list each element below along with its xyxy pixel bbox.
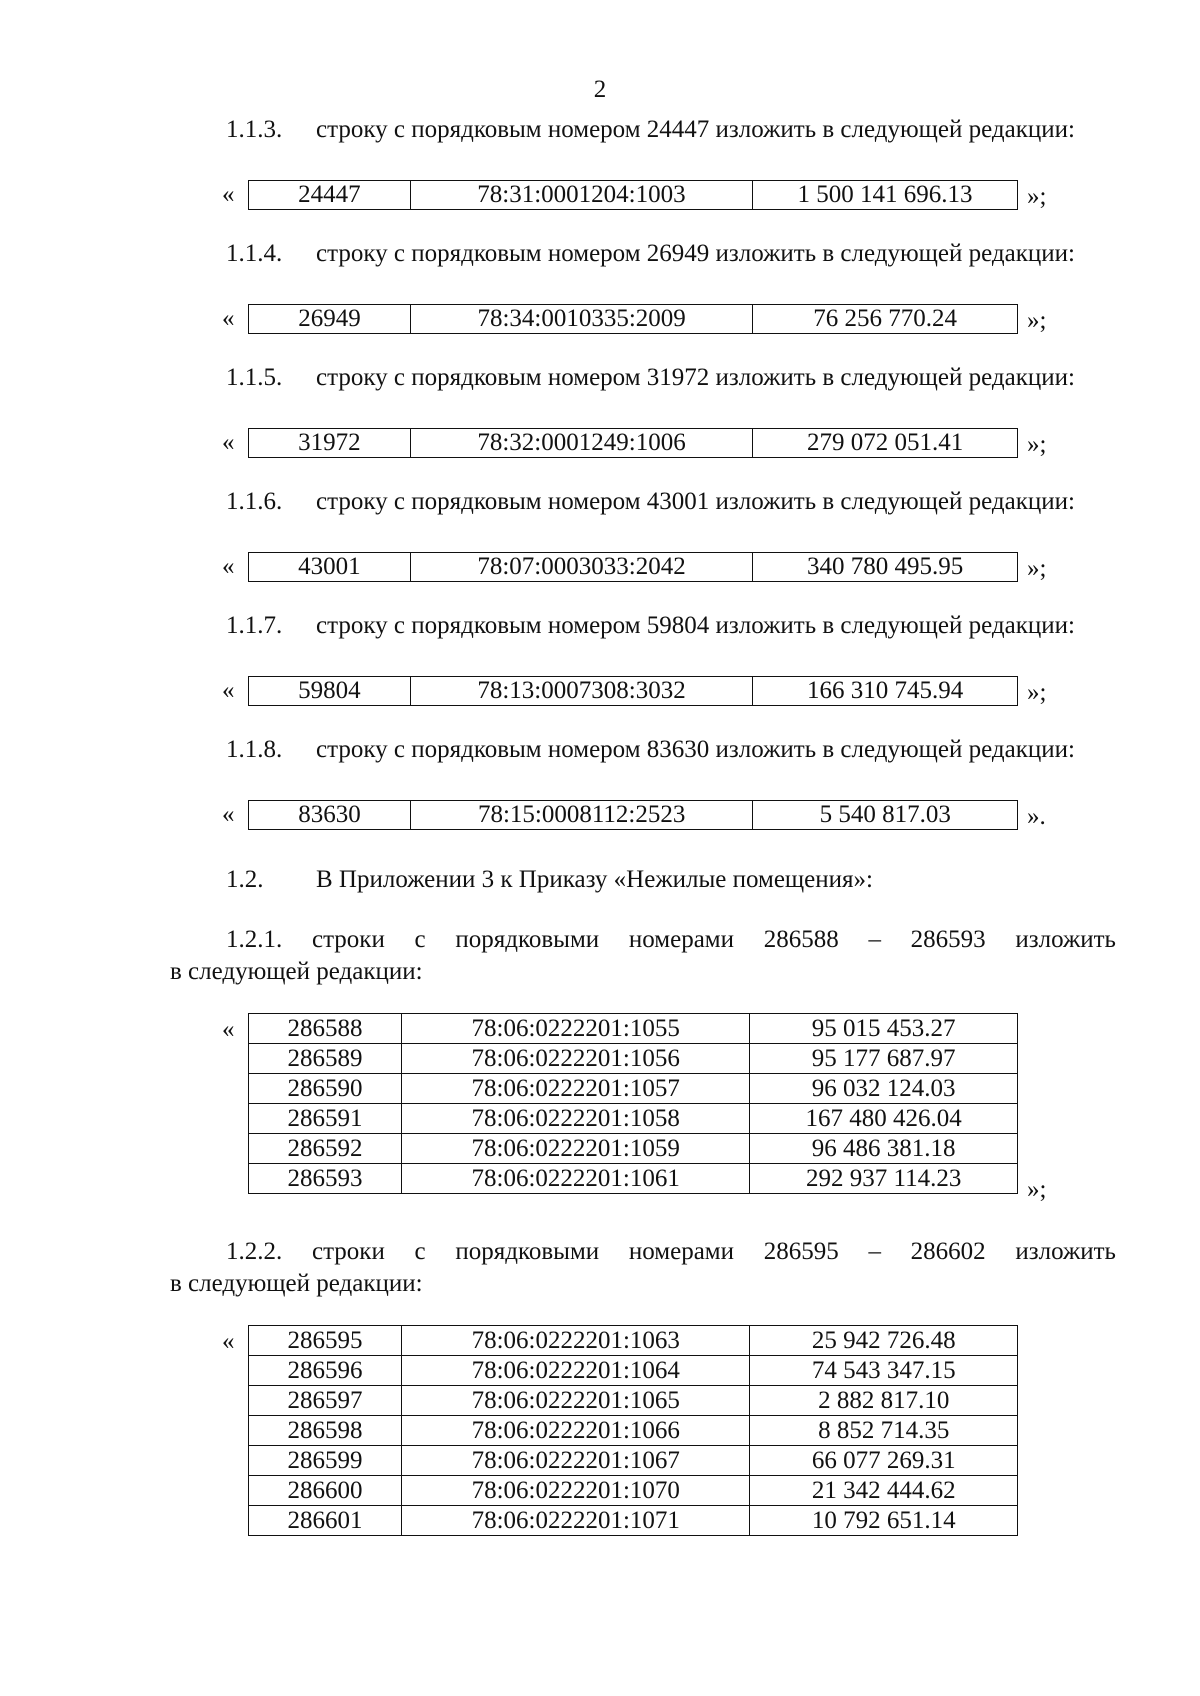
value-cell: 25 942 726.48 <box>750 1326 1018 1356</box>
quote-open: « <box>222 181 235 208</box>
table-row <box>249 1386 1018 1416</box>
item-1-2-1 <box>226 925 1116 955</box>
cadastral-number-cell: 78:06:0222201:1066 <box>402 1416 750 1446</box>
word: с <box>414 926 426 953</box>
cadastral-number-cell: 78:06:0222201:1065 <box>402 1386 750 1416</box>
word: 286593 <box>910 926 986 953</box>
item-number: 1.1.4. <box>226 240 283 267</box>
quote-close: »; <box>1027 679 1047 706</box>
table-row <box>249 1104 1018 1134</box>
row-number-cell: 286593 <box>249 1164 402 1194</box>
table-row <box>249 1356 1018 1386</box>
cadastral-number-cell: 78:06:0222201:1061 <box>402 1164 750 1194</box>
item-paragraph <box>226 611 1126 641</box>
table-row <box>249 1326 1018 1356</box>
row-number-cell: 286590 <box>249 1074 402 1104</box>
record-table <box>248 800 1018 830</box>
word: изложить <box>1015 926 1116 953</box>
value-cell: 2 882 817.10 <box>750 1386 1018 1416</box>
record-table <box>248 428 1018 458</box>
value-cell: 166 310 745.94 <box>753 677 1018 706</box>
word: с <box>414 1238 426 1265</box>
cadastral-number-cell: 78:06:0222201:1058 <box>402 1104 750 1134</box>
record-table <box>248 676 1018 706</box>
quote-open: « <box>222 1016 235 1043</box>
row-number-cell: 24447 <box>249 181 411 210</box>
item-1-2-1-line2: в следующей редакции: <box>170 958 423 985</box>
section-number: 1.2. <box>226 866 264 893</box>
item-paragraph <box>226 487 1126 517</box>
item-1-2-2-line2: в следующей редакции: <box>170 1270 423 1297</box>
table-row <box>249 1416 1018 1446</box>
value-cell: 96 032 124.03 <box>750 1074 1018 1104</box>
item-number: 1.1.7. <box>226 612 283 639</box>
word: – <box>868 1238 881 1265</box>
row-number-cell: 286600 <box>249 1476 402 1506</box>
table-1-2-2 <box>248 1325 1018 1536</box>
table-row <box>249 1134 1018 1164</box>
quote-close: ». <box>1027 803 1046 830</box>
cadastral-number-cell: 78:06:0222201:1070 <box>402 1476 750 1506</box>
word: номерами <box>628 926 734 953</box>
quote-close: »; <box>1027 307 1047 334</box>
record-table <box>248 304 1018 334</box>
row-number-cell: 286599 <box>249 1446 402 1476</box>
value-cell: 340 780 495.95 <box>753 553 1018 582</box>
word: строки <box>311 926 385 953</box>
value-cell: 279 072 051.41 <box>753 429 1018 458</box>
value-cell: 8 852 714.35 <box>750 1416 1018 1446</box>
page-number: 2 <box>593 76 607 103</box>
table-row <box>249 677 1018 706</box>
item-1-2-2 <box>226 1237 1116 1267</box>
quote-open: « <box>222 801 235 828</box>
table-row <box>249 553 1018 582</box>
cadastral-number-cell: 78:06:0222201:1064 <box>402 1356 750 1386</box>
table-row <box>249 1506 1018 1536</box>
row-number-cell: 286592 <box>249 1134 402 1164</box>
item-paragraph <box>226 735 1126 765</box>
item-paragraph <box>226 115 1126 145</box>
value-cell: 96 486 381.18 <box>750 1134 1018 1164</box>
cadastral-number-cell: 78:34:0010335:2009 <box>410 305 752 334</box>
cadastral-number-cell: 78:07:0003033:2042 <box>410 553 752 582</box>
section-1-2 <box>226 865 1126 895</box>
table-row <box>249 305 1018 334</box>
row-number-cell: 43001 <box>249 553 411 582</box>
word: 286588 <box>763 926 839 953</box>
value-cell: 1 500 141 696.13 <box>753 181 1018 210</box>
word: 286595 <box>763 1238 839 1265</box>
value-cell: 167 480 426.04 <box>750 1104 1018 1134</box>
item-number: 1.1.6. <box>226 488 283 515</box>
word: порядковыми <box>455 1238 600 1265</box>
value-cell: 76 256 770.24 <box>753 305 1018 334</box>
quote-open: « <box>222 1328 235 1355</box>
cadastral-number-cell: 78:31:0001204:1003 <box>410 181 752 210</box>
cadastral-number-cell: 78:06:0222201:1056 <box>402 1044 750 1074</box>
quote-close: »; <box>1027 555 1047 582</box>
value-cell: 95 015 453.27 <box>750 1014 1018 1044</box>
word: номерами <box>628 1238 734 1265</box>
cadastral-number-cell: 78:06:0222201:1055 <box>402 1014 750 1044</box>
row-number-cell: 286596 <box>249 1356 402 1386</box>
item-paragraph <box>226 239 1126 269</box>
record-table <box>248 552 1018 582</box>
quote-close: »; <box>1027 431 1047 458</box>
table-row <box>249 429 1018 458</box>
row-number-cell: 286589 <box>249 1044 402 1074</box>
table-row <box>249 1074 1018 1104</box>
table-row <box>249 1044 1018 1074</box>
item-text: строку с порядковым номером 26949 изложить в следующей редакции: <box>316 240 1075 267</box>
quote-open: « <box>222 305 235 332</box>
item-text: строку с порядковым номером 24447 изложить в следующей редакции: <box>316 116 1075 143</box>
value-cell: 292 937 114.23 <box>750 1164 1018 1194</box>
item-text: строку с порядковым номером 59804 изложить в следующей редакции: <box>316 612 1075 639</box>
word: строки <box>311 1238 385 1265</box>
row-number-cell: 286591 <box>249 1104 402 1134</box>
cadastral-number-cell: 78:06:0222201:1067 <box>402 1446 750 1476</box>
value-cell: 74 543 347.15 <box>750 1356 1018 1386</box>
row-number-cell: 59804 <box>249 677 411 706</box>
record-table <box>248 180 1018 210</box>
value-cell: 95 177 687.97 <box>750 1044 1018 1074</box>
value-cell: 21 342 444.62 <box>750 1476 1018 1506</box>
row-number-cell: 31972 <box>249 429 411 458</box>
value-cell: 5 540 817.03 <box>753 801 1018 830</box>
table-row <box>249 801 1018 830</box>
row-number-cell: 26949 <box>249 305 411 334</box>
row-number-cell: 286601 <box>249 1506 402 1536</box>
table-row <box>249 1014 1018 1044</box>
cadastral-number-cell: 78:06:0222201:1057 <box>402 1074 750 1104</box>
item-text: строку с порядковым номером 43001 изложить в следующей редакции: <box>316 488 1075 515</box>
quote-close: »; <box>1027 1176 1047 1203</box>
row-number-cell: 286595 <box>249 1326 402 1356</box>
cadastral-number-cell: 78:06:0222201:1059 <box>402 1134 750 1164</box>
word: изложить <box>1015 1238 1116 1265</box>
word: 286602 <box>910 1238 986 1265</box>
value-cell: 10 792 651.14 <box>750 1506 1018 1536</box>
item-number: 1.1.3. <box>226 116 283 143</box>
table-1-2-1 <box>248 1013 1018 1194</box>
item-text: строку с порядковым номером 31972 изложить в следующей редакции: <box>316 364 1075 391</box>
cadastral-number-cell: 78:06:0222201:1063 <box>402 1326 750 1356</box>
cadastral-number-cell: 78:32:0001249:1006 <box>410 429 752 458</box>
item-number: 1.1.5. <box>226 364 283 391</box>
table-row <box>249 1446 1018 1476</box>
quote-close: »; <box>1027 183 1047 210</box>
quote-open: « <box>222 553 235 580</box>
item-number: 1.2.1. <box>226 926 283 953</box>
table-row <box>249 1476 1018 1506</box>
row-number-cell: 286598 <box>249 1416 402 1446</box>
item-number: 1.1.8. <box>226 736 283 763</box>
row-number-cell: 286597 <box>249 1386 402 1416</box>
cadastral-number-cell: 78:13:0007308:3032 <box>410 677 752 706</box>
word: порядковыми <box>455 926 600 953</box>
item-text: строку с порядковым номером 83630 изложить в следующей редакции: <box>316 736 1075 763</box>
quote-open: « <box>222 677 235 704</box>
cadastral-number-cell: 78:06:0222201:1071 <box>402 1506 750 1536</box>
table-row <box>249 181 1018 210</box>
cadastral-number-cell: 78:15:0008112:2523 <box>410 801 753 830</box>
item-paragraph <box>226 363 1126 393</box>
row-number-cell: 286588 <box>249 1014 402 1044</box>
quote-open: « <box>222 429 235 456</box>
word: – <box>868 926 881 953</box>
table-row <box>249 1164 1018 1194</box>
row-number-cell: 83630 <box>249 801 411 830</box>
item-number: 1.2.2. <box>226 1238 283 1265</box>
value-cell: 66 077 269.31 <box>750 1446 1018 1476</box>
section-text: В Приложении 3 к Приказу «Нежилые помещения»: <box>316 866 873 893</box>
